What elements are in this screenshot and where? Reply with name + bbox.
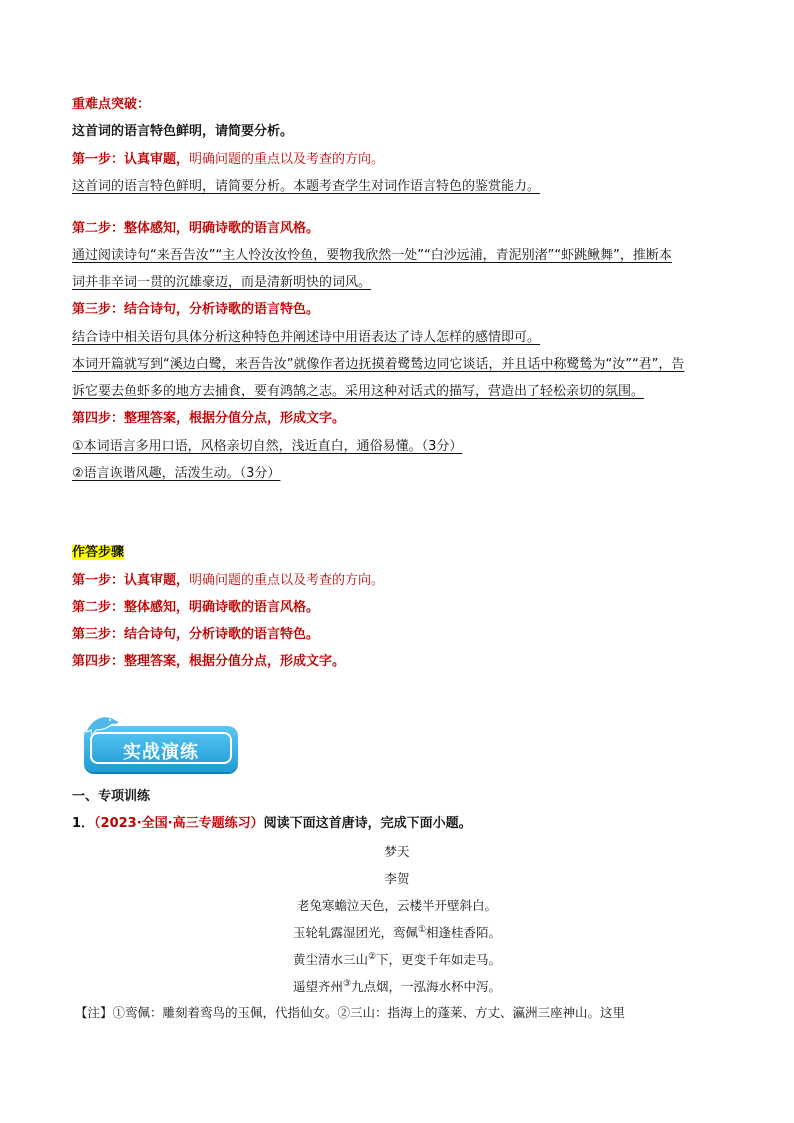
poem-line-4b: 九点烟，一泓海水杯中泻。 bbox=[351, 979, 502, 994]
step1-desc: 明确问题的重点以及考查的方向。 bbox=[189, 152, 385, 167]
answer-steps-heading: 作答步骤 bbox=[72, 545, 125, 560]
poem-author: 李贺 bbox=[384, 871, 410, 886]
step4-line bbox=[72, 410, 732, 428]
section-heading: 重难点突破： bbox=[72, 97, 151, 112]
answer-2: ②语言诙谐风趣，活泼生动。（3分） bbox=[72, 466, 281, 481]
step2-name: 第二步：整体感知， bbox=[72, 221, 190, 236]
step4-desc: 根据分值分点，形成文字。 bbox=[189, 411, 346, 426]
poem-line-1: 老兔寒蟾泣天色，云楼半开壁斜白。 bbox=[296, 898, 497, 913]
summary-step2-name: 第二步：整体感知， bbox=[72, 600, 190, 615]
footnote-mark-1: ① bbox=[417, 924, 427, 935]
footnote-mark-2: ② bbox=[367, 951, 377, 962]
footnote-mark-3: ③ bbox=[342, 978, 352, 989]
step3-desc: 分析诗歌的语言特色。 bbox=[189, 302, 320, 317]
step3-body-2: 本词开篇就写到“溪边白鹭，来吾告汝”就像作者边抚摸着鹭鸶边同它谈话，并且话中称鹭鸶为“汝”“君”，告 bbox=[72, 357, 685, 372]
practice-heading: 一、专项训练 bbox=[72, 789, 151, 804]
question-text: 这首词的语言特色鲜明，请简要分析。 bbox=[72, 124, 294, 139]
step4-name: 第四步：整理答案， bbox=[72, 411, 190, 426]
poem-line-2 bbox=[0, 924, 794, 942]
poem-line-3a: 黄尘清水三山 bbox=[292, 952, 368, 967]
poem-title: 梦天 bbox=[384, 844, 410, 859]
question-1 bbox=[72, 815, 732, 833]
question-source: （2023·全国·高三专题练习） bbox=[94, 816, 264, 831]
dolphin-icon bbox=[82, 712, 122, 740]
poem-line-3b: 下，更变千年如走马。 bbox=[376, 952, 502, 967]
step2-body-1: 通过阅读诗句“来吾告汝”“主人怜汝汝怜鱼，要物我欣然一处”“白沙远浦，青泥别渚”“虾跳鳅舞”，推断本 bbox=[72, 248, 672, 263]
step3-line bbox=[72, 301, 732, 319]
summary-step4 bbox=[72, 653, 732, 671]
step3-body-1: 结合诗中相关语句具体分析这种特色并阐述诗中用语表达了诗人怎样的感情即可。 bbox=[72, 330, 541, 345]
practice-banner bbox=[82, 712, 242, 774]
answer-steps-heading-line bbox=[72, 544, 732, 562]
step1-name: 第一步：认真审题， bbox=[72, 152, 190, 167]
summary-step1-desc: 明确问题的重点以及考查的方向。 bbox=[189, 573, 385, 588]
summary-step4-desc: 根据分值分点，形成文字。 bbox=[189, 654, 346, 669]
poem-line-2b: 相逢桂香陌。 bbox=[426, 925, 502, 940]
banner-label: 实战演练 bbox=[123, 742, 199, 763]
step1-line bbox=[72, 151, 732, 169]
summary-step3-name: 第三步：结合诗句， bbox=[72, 627, 190, 642]
poem-line-2a: 玉轮轧露湿团光，鸾佩 bbox=[292, 925, 418, 940]
summary-step2 bbox=[72, 599, 732, 617]
summary-step2-desc: 明确诗歌的语言风格。 bbox=[189, 600, 320, 615]
answer-1: ①本词语言多用口语，风格亲切自然，浅近直白，通俗易懂。（3分） bbox=[72, 439, 463, 454]
question-number: 1． bbox=[72, 816, 95, 831]
step3-body-3: 诉它要去鱼虾多的地方去捕食，要有鸿鹄之志。采用这种对话式的描写，营造出了轻松亲切的氛围。 bbox=[72, 384, 645, 399]
step2-line bbox=[72, 220, 732, 238]
poem-line-3 bbox=[0, 951, 794, 969]
summary-step3 bbox=[72, 626, 732, 644]
summary-step3-desc: 分析诗歌的语言特色。 bbox=[189, 627, 320, 642]
step2-desc: 明确诗歌的语言风格。 bbox=[189, 221, 320, 236]
poem-line-4 bbox=[0, 978, 794, 996]
summary-step1-name: 第一步：认真审题， bbox=[72, 573, 190, 588]
summary-step4-name: 第四步：整理答案， bbox=[72, 654, 190, 669]
step1-body: 这首词的语言特色鲜明，请简要分析。本题考查学生对词作语言特色的鉴赏能力。 bbox=[72, 179, 541, 194]
question-instruction: 阅读下面这首唐诗，完成下面小题。 bbox=[263, 816, 472, 831]
poem-note: 【注】①鸾佩：雕刻着鸾鸟的玉佩，代指仙女。②三山：指海上的蓬莱、方丈、瀛洲三座神山。这里 bbox=[75, 1005, 626, 1020]
summary-step1 bbox=[72, 572, 732, 590]
step2-body-2: 词并非辛词一贯的沉雄豪迈，而是清新明快的词风。 bbox=[72, 275, 372, 290]
step3-name: 第三步：结合诗句， bbox=[72, 302, 190, 317]
poem-line-4a: 遥望齐州 bbox=[292, 979, 343, 994]
